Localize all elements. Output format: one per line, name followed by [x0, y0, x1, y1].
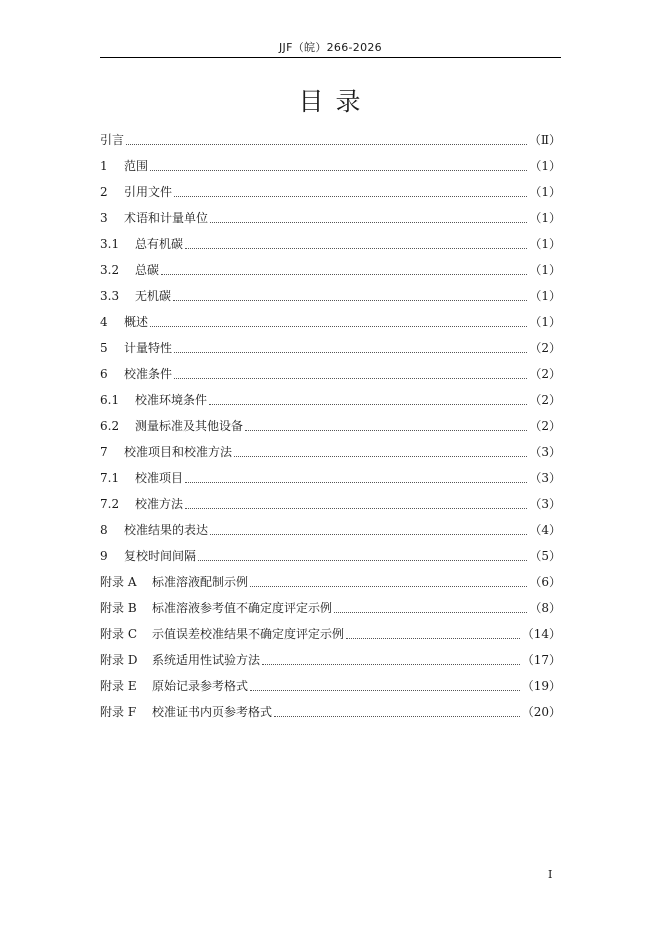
- toc-entry-number: 7: [100, 445, 108, 459]
- toc-entry-page: （2）: [529, 419, 561, 433]
- toc-entry-number: 附录 D: [100, 653, 138, 667]
- toc-entry[interactable]: [100, 465, 561, 491]
- toc-entry[interactable]: [100, 231, 561, 257]
- toc-entry-number: 3.3: [100, 289, 120, 303]
- toc-entry[interactable]: [100, 569, 561, 595]
- toc-entry-number: 2: [100, 185, 108, 199]
- toc-entry-title: 校准方法: [135, 497, 184, 511]
- dot-leader: [245, 430, 527, 431]
- toc-entry-number: 3.2: [100, 263, 120, 277]
- toc-entry-page: （2）: [529, 341, 561, 355]
- toc-entry-number: 7.2: [100, 497, 120, 511]
- toc-entry-page: （8）: [529, 601, 561, 615]
- toc-entry-title: 引言: [100, 133, 125, 147]
- toc-entry-page: （14）: [521, 627, 561, 641]
- toc-entry-title: 校准证书内页参考格式: [152, 705, 273, 719]
- page-number: I: [548, 868, 553, 881]
- table-of-contents: [100, 127, 561, 725]
- toc-entry-title: 引用文件: [124, 185, 173, 199]
- dot-leader: [250, 690, 520, 691]
- header-rule: [100, 57, 561, 58]
- dot-leader: [185, 508, 527, 509]
- toc-entry-title: 校准项目: [135, 471, 184, 485]
- toc-entry-number: 附录 B: [100, 601, 137, 615]
- dot-leader: [174, 352, 527, 353]
- toc-entry-page: （2）: [529, 393, 561, 407]
- dot-leader: [262, 664, 520, 665]
- toc-entry[interactable]: [100, 153, 561, 179]
- dot-leader: [173, 300, 527, 301]
- toc-entry[interactable]: [100, 673, 561, 699]
- toc-entry[interactable]: [100, 283, 561, 309]
- dot-leader: [185, 482, 527, 483]
- toc-entry-page: （1）: [529, 237, 561, 251]
- dot-leader: [210, 222, 527, 223]
- toc-entry-page: （19）: [521, 679, 561, 693]
- toc-entry[interactable]: [100, 413, 561, 439]
- toc-entry[interactable]: [100, 699, 561, 725]
- toc-entry-number: 附录 A: [100, 575, 137, 589]
- toc-entry-number: 7.1: [100, 471, 120, 485]
- toc-entry-title: 校准条件: [124, 367, 173, 381]
- dot-leader: [174, 196, 527, 197]
- toc-entry-number: 附录 C: [100, 627, 137, 641]
- toc-entry-page: （Ⅱ）: [528, 133, 561, 147]
- dot-leader: [334, 612, 527, 613]
- toc-entry-title: 示值误差校准结果不确定度评定示例: [152, 627, 345, 641]
- toc-entry[interactable]: [100, 205, 561, 231]
- dot-leader: [346, 638, 520, 639]
- toc-entry-title: 系统适用性试验方法: [152, 653, 261, 667]
- dot-leader: [198, 560, 527, 561]
- toc-entry-number: 8: [100, 523, 108, 537]
- toc-entry-page: （3）: [529, 445, 561, 459]
- toc-entry-number: 3.1: [100, 237, 120, 251]
- toc-entry[interactable]: [100, 647, 561, 673]
- toc-entry-number: 6.1: [100, 393, 120, 407]
- dot-leader: [209, 404, 527, 405]
- toc-entry-number: 6: [100, 367, 108, 381]
- toc-entry[interactable]: [100, 621, 561, 647]
- toc-entry-title: 总碳: [135, 263, 160, 277]
- toc-entry-title: 术语和计量单位: [124, 211, 209, 225]
- toc-entry-title: 校准环境条件: [135, 393, 208, 407]
- toc-entry-title: 计量特性: [124, 341, 173, 355]
- toc-entry[interactable]: [100, 491, 561, 517]
- toc-entry-title: 复校时间间隔: [124, 549, 197, 563]
- toc-entry-page: （3）: [529, 471, 561, 485]
- dot-leader: [210, 534, 527, 535]
- dot-leader: [185, 248, 527, 249]
- toc-entry-title: 标准溶液配制示例: [152, 575, 249, 589]
- toc-entry-title: 概述: [124, 315, 149, 329]
- toc-entry-page: （1）: [529, 185, 561, 199]
- toc-entry-page: （5）: [529, 549, 561, 563]
- toc-entry[interactable]: [100, 517, 561, 543]
- toc-entry-number: 5: [100, 341, 108, 355]
- toc-entry[interactable]: [100, 387, 561, 413]
- toc-entry-title: 范围: [124, 159, 149, 173]
- toc-entry-title: 校准结果的表达: [124, 523, 209, 537]
- toc-entry-number: 附录 E: [100, 679, 137, 693]
- toc-entry[interactable]: [100, 179, 561, 205]
- dot-leader: [174, 378, 527, 379]
- dot-leader: [274, 716, 520, 717]
- toc-entry[interactable]: [100, 361, 561, 387]
- running-header: JJF（皖）266-2026: [279, 41, 382, 54]
- page-title: 目 录: [298, 87, 363, 116]
- toc-entry-title: 原始记录参考格式: [152, 679, 249, 693]
- toc-entry-title: 无机碳: [135, 289, 172, 303]
- toc-entry-title: 总有机碳: [135, 237, 184, 251]
- dot-leader: [126, 144, 527, 145]
- toc-entry-page: （6）: [529, 575, 561, 589]
- toc-entry-page: （3）: [529, 497, 561, 511]
- toc-entry[interactable]: [100, 257, 561, 283]
- toc-entry-page: （1）: [529, 263, 561, 277]
- toc-entry[interactable]: [100, 335, 561, 361]
- toc-entry-page: （2）: [529, 367, 561, 381]
- toc-entry-title: 标准溶液参考值不确定度评定示例: [152, 601, 333, 615]
- dot-leader: [234, 456, 527, 457]
- toc-entry[interactable]: [100, 543, 561, 569]
- toc-entry-page: （20）: [521, 705, 561, 719]
- toc-entry-page: （1）: [529, 159, 561, 173]
- toc-entry-page: （1）: [529, 315, 561, 329]
- toc-entry-number: 3: [100, 211, 108, 225]
- toc-entry-number: 1: [100, 159, 108, 173]
- toc-entry-page: （1）: [529, 211, 561, 225]
- toc-entry-title: 测量标准及其他设备: [135, 419, 244, 433]
- dot-leader: [250, 586, 527, 587]
- toc-entry[interactable]: [100, 439, 561, 465]
- toc-entry-number: 4: [100, 315, 108, 329]
- toc-entry[interactable]: [100, 309, 561, 335]
- dot-leader: [161, 274, 527, 275]
- toc-entry-number: 6.2: [100, 419, 120, 433]
- toc-entry-number: 9: [100, 549, 108, 563]
- toc-entry[interactable]: [100, 595, 561, 621]
- dot-leader: [150, 170, 527, 171]
- toc-entry[interactable]: [100, 127, 561, 153]
- toc-entry-page: （17）: [521, 653, 561, 667]
- toc-entry-page: （1）: [529, 289, 561, 303]
- toc-entry-title: 校准项目和校准方法: [124, 445, 233, 459]
- toc-entry-number: 附录 F: [100, 705, 137, 719]
- dot-leader: [150, 326, 527, 327]
- toc-entry-page: （4）: [529, 523, 561, 537]
